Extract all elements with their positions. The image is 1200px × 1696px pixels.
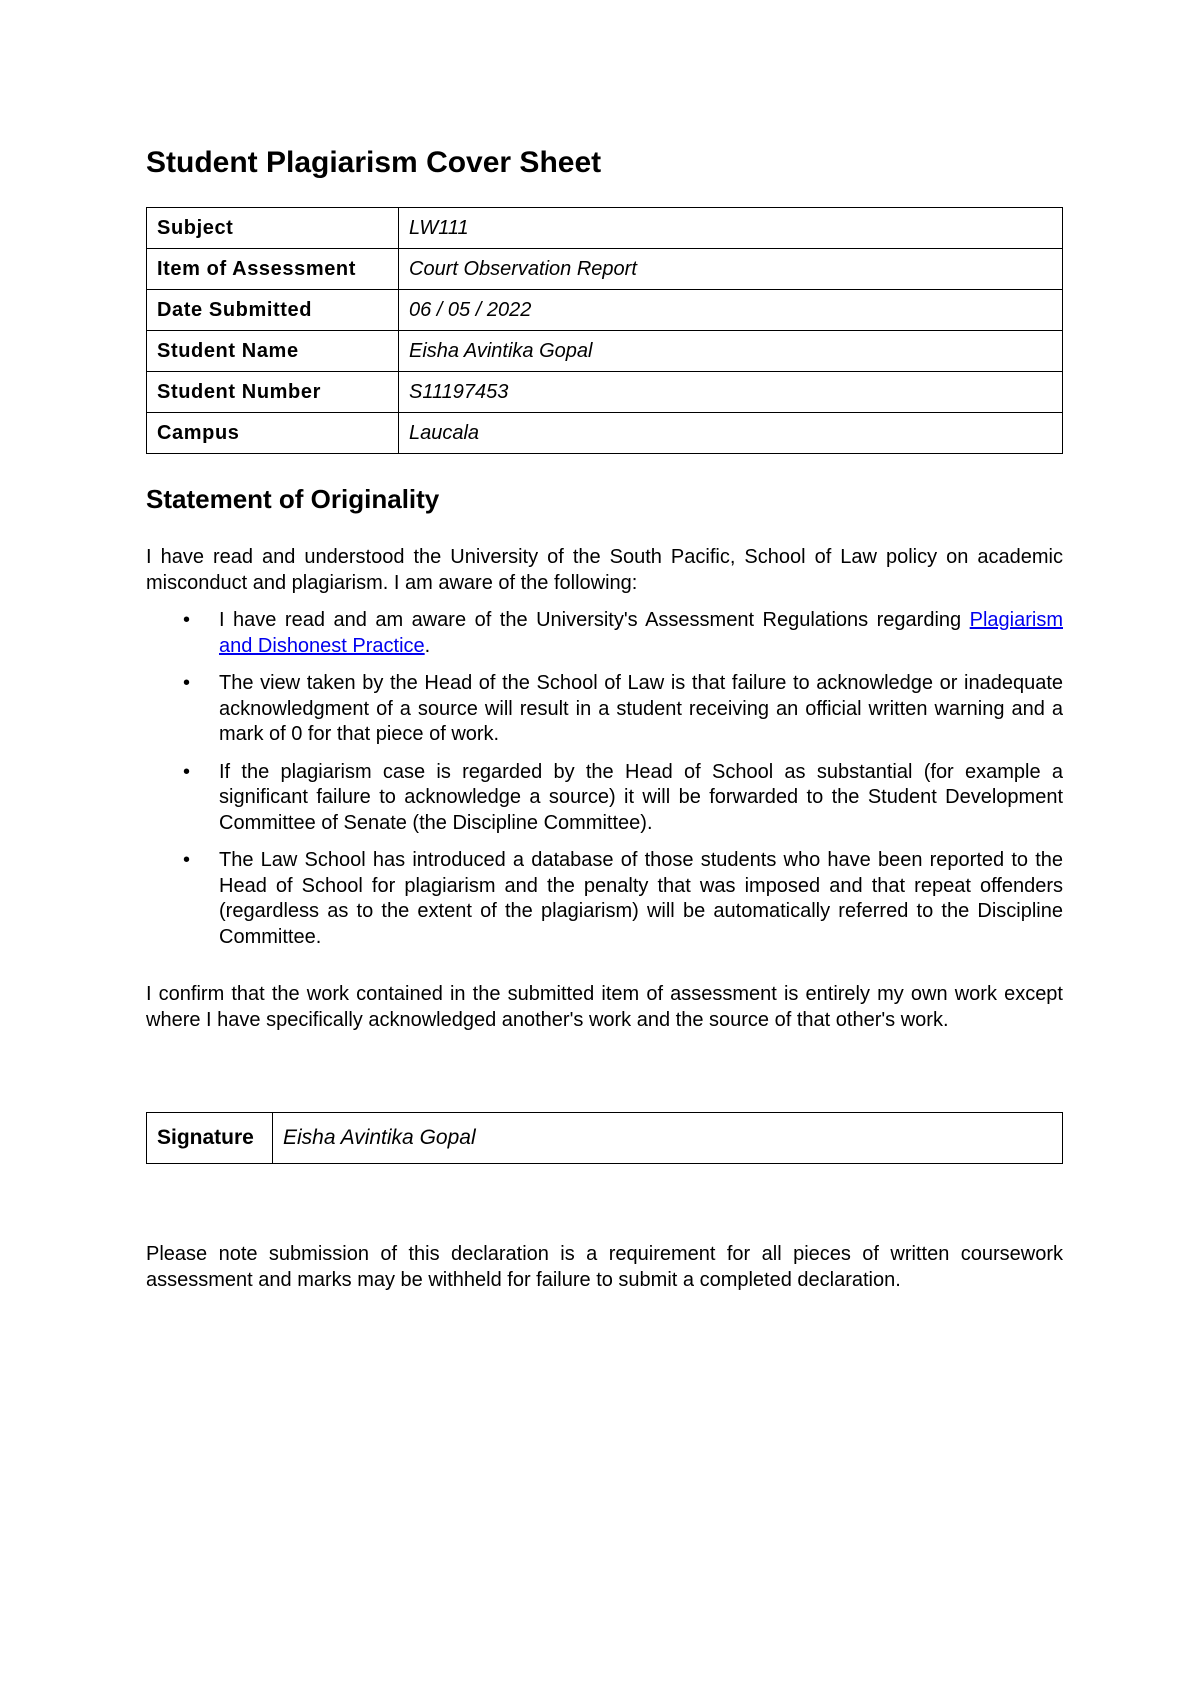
table-row [147,249,1063,290]
bullet-text: The view taken by the Head of the School of Law is that failure to acknowledge or inadequate acknowledgment of a source will result in a student receiving an official written warning and a mark of 0 for that piece of work. [219,672,1063,745]
bullet-text: I have read and am aware of the University's Assessment Regulations regarding [219,609,970,631]
plagiarism-policy-link[interactable]: Plagiarism and Dishonest Practice [219,609,1063,657]
list-item [146,671,1063,748]
bullet-icon: • [183,760,191,783]
submission-info-table [146,207,1063,454]
student-name-label: Student Name [147,331,399,372]
policy-list [146,608,1063,962]
originality-intro: I have read and understood the University of the South Pacific, School of Law policy on academic misconduct and plagiarism. I am aware of the following: [146,546,1063,594]
signature-table [146,1112,1063,1164]
item-of-assessment-label: Item of Assessment [147,249,399,290]
bullet-icon: • [183,672,191,694]
campus-label: Campus [147,413,399,454]
date-submitted-label: Date Submitted [147,290,399,331]
confirmation-statement: I confirm that the work contained in the submitted item of assessment is entirely my own work except where I have specifically acknowledged another's work and the source of that other's work. [146,983,1063,1031]
student-number-value: S11197453 [399,372,1063,413]
date-submitted-value: 06 / 05 / 2022 [399,290,1063,331]
signature-value: Eisha Avintika Gopal [273,1113,1063,1164]
table-row [147,372,1063,413]
student-number-label: Student Number [147,372,399,413]
subject-label: Subject [147,208,399,249]
bullet-icon: • [183,849,191,871]
submission-note: Please note submission of this declaration is a requirement for all pieces of written coursework assessment and marks may be withheld for failure to submit a completed declaration. [146,1243,1063,1291]
campus-value: Laucala [399,413,1063,454]
table-row [147,1113,1063,1164]
bullet-icon: • [183,609,191,631]
signature-label: Signature [147,1113,273,1164]
originality-heading: Statement of Originality [146,484,440,514]
bullet-text: The Law School has introduced a database of those students who have been reported to the Head of School for plagiarism and the penalty that was imposed and that repeat offenders (regardless as to the extent of the plagiarism) will be automatically referred to the Discipline Committee. [219,849,1063,948]
subject-value: LW111 [399,208,1063,249]
page-title: Student Plagiarism Cover Sheet [146,146,602,179]
item-of-assessment-value: Court Observation Report [399,249,1063,290]
bullet-text: If the plagiarism case is regarded by the Head of School as substantial (for example a significant failure to acknowledge a source) it will be forwarded to the Student Development Committee of Senate (the Discipline Committee). [219,760,1063,834]
bullet-end: . [424,634,431,657]
list-item [146,608,1063,659]
student-name-value: Eisha Avintika Gopal [399,331,1063,372]
table-row [147,413,1063,454]
list-item [146,848,1063,950]
table-row [147,208,1063,249]
table-row [147,290,1063,331]
table-row [147,331,1063,372]
list-item [146,760,1063,837]
